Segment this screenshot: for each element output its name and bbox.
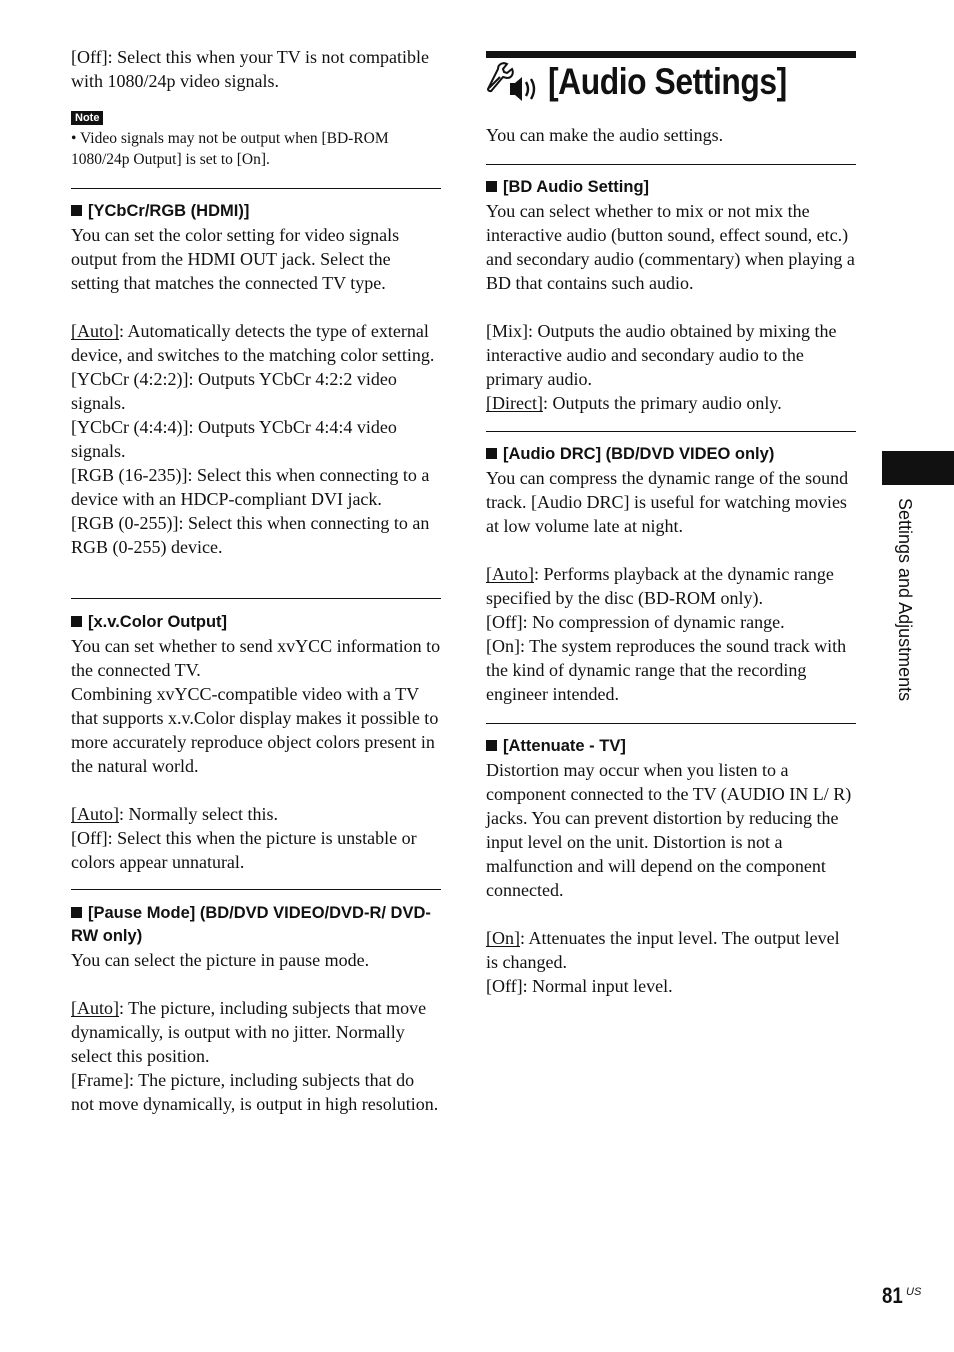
attenuate-heading: [Attenuate - TV] xyxy=(486,735,856,758)
note-badge: Note xyxy=(71,111,103,125)
bullet-square-icon xyxy=(71,616,82,627)
ycbcr-section xyxy=(71,200,441,559)
audio-drc-section xyxy=(486,443,856,706)
ycbcr-444-option: [YCbCr (4:4:4)]: Outputs YCbCr 4:4:4 video signals. xyxy=(71,417,397,461)
drc-auto-option: [Auto]: Performs playback at the dynamic range specified by the disc (BD-ROM only). xyxy=(486,564,834,608)
bd-audio-mix-option: [Mix]: Outputs the audio obtained by mixing the interactive audio and secondary audio to the primary audio. xyxy=(486,321,837,389)
xvcolor-description-2: Combining xvYCC-compatible video with a TV that supports x.v.Color display makes it possible to more accurately reproduce object colors present in the natural world. xyxy=(71,684,439,776)
attenuate-off-option: [Off]: Normal input level. xyxy=(486,976,673,996)
bullet-square-icon xyxy=(71,205,82,216)
audio-drc-heading: [Audio DRC] (BD/DVD VIDEO only) xyxy=(486,443,856,466)
xvcolor-off-option: [Off]: Select this when the picture is unstable or colors appear unnatural. xyxy=(71,828,417,872)
bullet-square-icon xyxy=(486,181,497,192)
bd-audio-direct-option: [Direct]: Outputs the primary audio only. xyxy=(486,393,782,413)
section-divider xyxy=(71,598,441,599)
bd-audio-section xyxy=(486,176,856,415)
xvcolor-heading: [x.v.Color Output] xyxy=(71,611,441,634)
ycbcr-auto-option: [Auto]: Automatically detects the type of external device, and switches to the matching color setting. xyxy=(71,321,435,365)
pause-mode-heading: [Pause Mode] (BD/DVD VIDEO/DVD-R/ DVD-RW only) xyxy=(71,904,431,945)
xvcolor-section xyxy=(71,611,441,874)
page-region-suffix: US xyxy=(906,1286,922,1298)
page-number: 81 xyxy=(882,1283,903,1308)
bullet-square-icon xyxy=(486,740,497,751)
drc-on-option: [On]: The system reproduces the sound track with the kind of dynamic range that the recording engineer intended. xyxy=(486,636,847,704)
page-title-text: [Audio Settings] xyxy=(548,61,787,102)
section-divider xyxy=(486,723,856,724)
ycbcr-422-option: [YCbCr (4:2:2)]: Outputs YCbCr 4:2:2 video signals. xyxy=(71,369,397,413)
audio-drc-description: You can compress the dynamic range of the sound track. [Audio DRC] is useful for watching movies at low volume late at night. xyxy=(486,468,849,536)
pause-mode-description: You can select the picture in pause mode. xyxy=(71,950,370,970)
attenuate-section xyxy=(486,735,856,998)
section-divider xyxy=(486,164,856,165)
attenuate-description: Distortion may occur when you listen to a component connected to the TV (AUDIO IN L/ R) jacks. You can prevent distortion by reducing the input level on the unit. Distortion is not a malfunction and will depend on the component connected. xyxy=(486,760,852,900)
audio-intro: You can make the audio settings. xyxy=(486,125,724,145)
pause-mode-section xyxy=(71,902,441,1116)
section-divider xyxy=(71,188,441,189)
section-divider xyxy=(71,889,441,890)
note-text: • Video signals may not be output when [BD-ROM 1080/24p Output] is set to [On]. xyxy=(71,130,389,168)
pause-auto-option: [Auto]: The picture, including subjects that move dynamically, is output with no jitter. Normally select this position. xyxy=(71,998,427,1066)
xvcolor-auto-option: [Auto]: Normally select this. xyxy=(71,804,278,824)
ycbcr-description: You can set the color setting for video signals output from the HDMI OUT jack. Select the setting that matches the connected TV type. xyxy=(71,225,400,293)
bullet-square-icon xyxy=(71,907,82,918)
bullet-square-icon xyxy=(486,448,497,459)
ycbcr-heading: [YCbCr/RGB (HDMI)] xyxy=(71,200,441,223)
section-divider xyxy=(486,431,856,432)
drc-off-option: [Off]: No compression of dynamic range. xyxy=(486,612,785,632)
attenuate-on-option: [On]: Attenuates the input level. The output level is changed. xyxy=(486,928,840,972)
rgb-16-235-option: [RGB (16-235)]: Select this when connecting to a device with an HDCP-compliant DVI jack. xyxy=(71,465,430,509)
side-tab-label: Settings and Adjustments xyxy=(895,498,915,702)
xvcolor-description: You can set whether to send xvYCC information to the connected TV. xyxy=(71,636,441,680)
bd-audio-heading: [BD Audio Setting] xyxy=(486,176,856,199)
bd-audio-description: You can select whether to mix or not mix the interactive audio (button sound, effect sound, etc.) and secondary audio (commentary) when playing a BD that contains such audio. xyxy=(486,201,855,293)
wrench-speaker-icon xyxy=(486,61,542,105)
rgb-0-255-option: [RGB (0-255)]: Select this when connecting to an RGB (0-255) device. xyxy=(71,513,430,557)
side-tab-marker xyxy=(882,451,954,485)
pause-frame-option: [Frame]: The picture, including subjects that do not move dynamically, is output in high resolution. xyxy=(71,1070,439,1114)
title-bar xyxy=(486,51,856,58)
page-title xyxy=(486,58,856,108)
intro-off-option: [Off]: Select this when your TV is not compatible with 1080/24p video signals. xyxy=(71,47,429,91)
